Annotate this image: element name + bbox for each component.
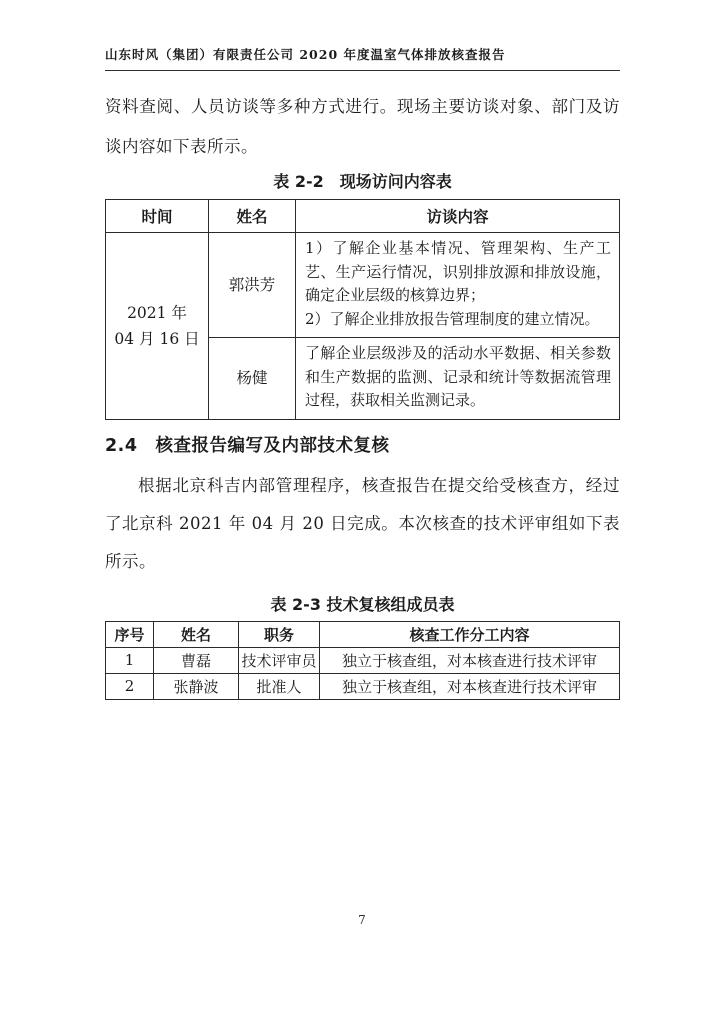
content-item-1: 1）了解企业基本情况、管理架构、生产工艺、生产运行情况，识别排放源和排放设施，确定企业层级的核算边界；: [305, 239, 611, 304]
role-cell: 批准人: [239, 673, 320, 699]
table-row: [106, 647, 620, 673]
name-cell: 张静波: [154, 673, 239, 699]
review-table-header-row: [106, 621, 620, 647]
column-header-role: 职务: [239, 621, 320, 647]
column-header-interview-content: 访谈内容: [296, 200, 620, 233]
visit-table-header-row: [106, 200, 620, 233]
interviewee-name-cell: 杨健: [209, 338, 296, 420]
column-header-index: 序号: [106, 621, 154, 647]
review-paragraph: 根据北京科吉内部管理程序，核查报告在提交给受核查方，经过了北京科 2021 年 04 月 20 日完成。本次核查的技术评审组如下表所示。: [105, 475, 620, 571]
section-2-4-heading: 2.4 核查报告编写及内部技术复核: [105, 435, 390, 456]
visit-content-table: [105, 199, 620, 420]
page-header: [105, 46, 620, 71]
time-line-1: 2021 年: [127, 303, 187, 322]
table-2-3-caption: 表 2-3 技术复核组成员表: [270, 594, 455, 614]
role-cell: 技术评审员: [239, 647, 320, 673]
table-row: [106, 673, 620, 699]
table-row: [106, 233, 620, 338]
running-header-title: 山东时风（集团）有限责任公司 2020 年度温室气体排放核查报告: [105, 47, 506, 62]
time-cell: [106, 233, 209, 420]
index-cell: 2: [106, 673, 154, 699]
name-cell: 曹磊: [154, 647, 239, 673]
table-2-2-caption: 表 2-2 现场访问内容表: [273, 172, 452, 191]
interviewee-name-cell: 郭洪芳: [209, 233, 296, 338]
interview-content-cell: [296, 233, 620, 338]
review-team-table: [105, 621, 620, 700]
page-number: 7: [358, 913, 366, 927]
time-line-2: 04 月 16 日: [114, 329, 200, 348]
duty-cell: 独立于核查组，对本核查进行技术评审: [320, 647, 620, 673]
column-header-duty: 核查工作分工内容: [320, 621, 620, 647]
duty-cell: 独立于核查组，对本核查进行技术评审: [320, 673, 620, 699]
interview-content-cell: 了解企业层级涉及的活动水平数据、相关参数和生产数据的监测、记录和统计等数据流管理过程，获取相关监测记录。: [296, 338, 620, 420]
intro-paragraph: 资料查阅、人员访谈等多种方式进行。现场主要访谈对象、部门及访谈内容如下表所示。: [105, 97, 620, 156]
column-header-name: 姓名: [154, 621, 239, 647]
column-header-name: 姓名: [209, 200, 296, 233]
page-content: [105, 0, 620, 700]
index-cell: 1: [106, 647, 154, 673]
column-header-time: 时间: [106, 200, 209, 233]
content-item-2: 2）了解企业排放报告管理制度的建立情况。: [305, 309, 600, 328]
